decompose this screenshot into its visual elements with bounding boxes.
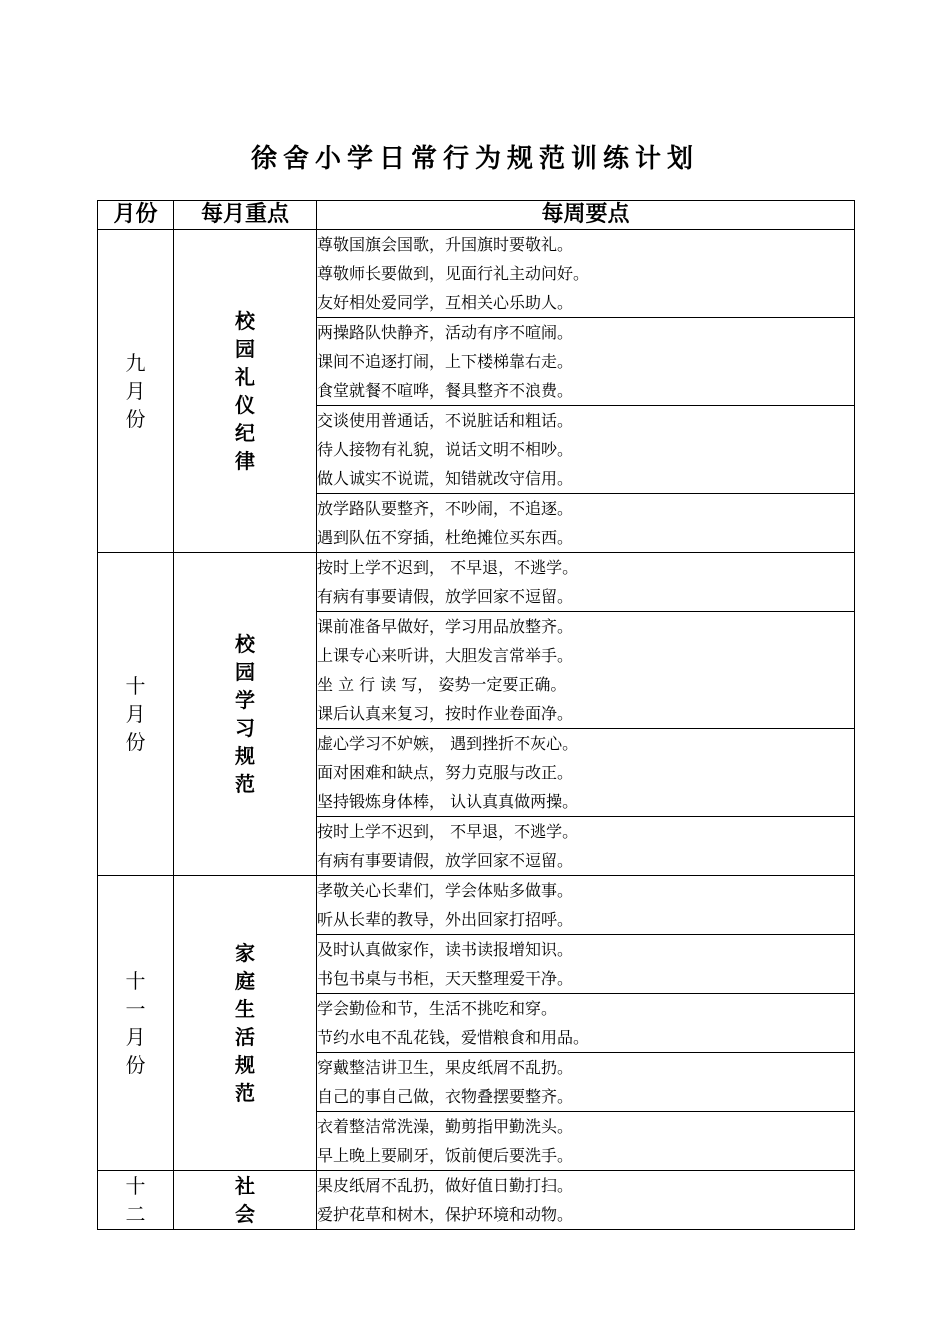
header-month: 月份 bbox=[98, 201, 174, 230]
table-header-row bbox=[98, 201, 855, 230]
table-row bbox=[98, 553, 855, 612]
weekly-point-line: 衣着整洁常洗澡，勤剪指甲勤洗头。 bbox=[317, 1117, 574, 1136]
weekly-point-line: 自己的事自己做，衣物叠摆要整齐。 bbox=[317, 1087, 574, 1106]
month-char: 份 bbox=[125, 1053, 146, 1077]
weekly-points-cell bbox=[317, 230, 855, 318]
weekly-point-line: 尊敬国旗会国歌，升国旗时要敬礼。 bbox=[317, 235, 574, 254]
page-title: 徐舍小学日常行为规范训练计划 bbox=[250, 144, 699, 174]
focus-char: 校 bbox=[235, 632, 255, 656]
month-cell bbox=[98, 553, 174, 876]
weekly-points-cell bbox=[317, 1171, 855, 1230]
monthly-focus-cell bbox=[174, 876, 317, 1171]
month-cell bbox=[98, 230, 174, 553]
monthly-focus-cell bbox=[174, 230, 317, 553]
weekly-point-line: 遇到队伍不穿插，杜绝摊位买东西。 bbox=[317, 528, 574, 547]
weekly-points-cell bbox=[317, 318, 855, 406]
header-monthly-focus: 每月重点 bbox=[174, 201, 317, 230]
focus-char: 礼 bbox=[235, 365, 255, 389]
month-char: 十 bbox=[125, 969, 146, 993]
weekly-points-cell bbox=[317, 406, 855, 494]
focus-char: 规 bbox=[235, 744, 255, 768]
weekly-point-line: 书包书桌与书柜，天天整理爱干净。 bbox=[317, 969, 574, 988]
weekly-points-cell bbox=[317, 935, 855, 994]
weekly-point-line: 待人接物有礼貌，说话文明不相吵。 bbox=[317, 440, 574, 459]
weekly-point-line: 交谈使用普通话，不说脏话和粗话。 bbox=[317, 411, 574, 430]
weekly-point-line: 学会勤俭和节，生活不挑吃和穿。 bbox=[317, 999, 558, 1018]
month-char: 月 bbox=[125, 379, 146, 403]
weekly-point-line: 及时认真做家作，读书读报增知识。 bbox=[317, 940, 574, 959]
monthly-focus-cell bbox=[174, 1171, 317, 1230]
focus-char: 社 bbox=[235, 1174, 255, 1198]
weekly-point-line: 坐 立 行 读 写， 姿势一定要正确。 bbox=[317, 675, 567, 694]
weekly-points-cell bbox=[317, 553, 855, 612]
weekly-points-cell bbox=[317, 729, 855, 817]
focus-char: 会 bbox=[235, 1202, 255, 1226]
focus-char: 习 bbox=[235, 716, 255, 740]
month-char: 月 bbox=[125, 1025, 146, 1049]
focus-char: 范 bbox=[235, 772, 255, 796]
month-cell bbox=[98, 876, 174, 1171]
weekly-point-line: 课前准备早做好，学习用品放整齐。 bbox=[317, 617, 574, 636]
weekly-point-line: 按时上学不迟到， 不早退，不逃学。 bbox=[317, 558, 579, 577]
focus-char: 园 bbox=[235, 660, 255, 684]
month-char: 十 bbox=[125, 1174, 146, 1198]
weekly-point-line: 食堂就餐不喧哗，餐具整齐不浪费。 bbox=[317, 381, 574, 400]
weekly-point-line: 听从长辈的教导，外出回家打招呼。 bbox=[317, 910, 574, 929]
weekly-point-line: 课后认真来复习，按时作业卷面净。 bbox=[317, 704, 574, 723]
weekly-point-line: 有病有事要请假，放学回家不逗留。 bbox=[317, 851, 574, 870]
monthly-focus-cell bbox=[174, 553, 317, 876]
weekly-points-cell bbox=[317, 876, 855, 935]
weekly-point-line: 坚持锻炼身体棒， 认认真真做两操。 bbox=[317, 792, 579, 811]
weekly-point-line: 早上晚上要刷牙，饭前便后要洗手。 bbox=[317, 1146, 574, 1165]
weekly-points-cell bbox=[317, 1053, 855, 1112]
weekly-point-line: 按时上学不迟到， 不早退，不逃学。 bbox=[317, 822, 579, 841]
table-row bbox=[98, 230, 855, 318]
focus-char: 纪 bbox=[235, 421, 255, 445]
focus-char: 家 bbox=[235, 941, 255, 965]
focus-char: 庭 bbox=[235, 969, 255, 993]
weekly-points-cell bbox=[317, 1112, 855, 1171]
weekly-point-line: 孝敬关心长辈们，学会体贴多做事。 bbox=[317, 881, 574, 900]
training-plan-table bbox=[97, 200, 855, 1230]
weekly-point-line: 尊敬师长要做到，见面行礼主动问好。 bbox=[317, 264, 590, 283]
weekly-point-line: 穿戴整洁讲卫生，果皮纸屑不乱扔。 bbox=[317, 1058, 574, 1077]
focus-char: 仪 bbox=[235, 393, 255, 417]
table-row bbox=[98, 1171, 855, 1230]
month-char: 份 bbox=[125, 407, 146, 431]
month-char: 一 bbox=[125, 997, 146, 1021]
weekly-point-line: 面对困难和缺点，努力克服与改正。 bbox=[317, 763, 574, 782]
focus-char: 园 bbox=[235, 337, 255, 361]
weekly-point-line: 果皮纸屑不乱扔，做好值日勤打扫。 bbox=[317, 1176, 574, 1195]
month-char: 份 bbox=[125, 730, 146, 754]
weekly-point-line: 节约水电不乱花钱，爱惜粮食和用品。 bbox=[317, 1028, 590, 1047]
month-cell bbox=[98, 1171, 174, 1230]
focus-char: 校 bbox=[235, 309, 255, 333]
weekly-point-line: 两操路队快静齐，活动有序不喧闹。 bbox=[317, 323, 574, 342]
focus-char: 律 bbox=[235, 449, 255, 473]
weekly-points-cell bbox=[317, 817, 855, 876]
weekly-points-cell bbox=[317, 494, 855, 553]
weekly-point-line: 上课专心来听讲，大胆发言常举手。 bbox=[317, 646, 574, 665]
weekly-point-line: 课间不追逐打闹，上下楼梯靠右走。 bbox=[317, 352, 574, 371]
weekly-point-line: 爱护花草和树木，保护环境和动物。 bbox=[317, 1205, 574, 1224]
month-char: 月 bbox=[125, 702, 146, 726]
focus-char: 生 bbox=[235, 997, 255, 1021]
weekly-point-line: 有病有事要请假，放学回家不逗留。 bbox=[317, 587, 574, 606]
weekly-points-cell bbox=[317, 994, 855, 1053]
weekly-point-line: 虚心学习不妒嫉， 遇到挫折不灰心。 bbox=[317, 734, 579, 753]
weekly-point-line: 友好相处爱同学，互相关心乐助人。 bbox=[317, 293, 574, 312]
month-char: 二 bbox=[125, 1202, 146, 1226]
table-row bbox=[98, 876, 855, 935]
table-body bbox=[98, 230, 855, 1230]
weekly-point-line: 做人诚实不说谎，知错就改守信用。 bbox=[317, 469, 574, 488]
weekly-point-line: 放学路队要整齐，不吵闹，不追逐。 bbox=[317, 499, 574, 518]
month-char: 十 bbox=[125, 674, 146, 698]
focus-char: 规 bbox=[235, 1053, 255, 1077]
focus-char: 范 bbox=[235, 1081, 255, 1105]
month-char: 九 bbox=[125, 351, 146, 375]
focus-char: 学 bbox=[235, 688, 255, 712]
header-weekly-points: 每周要点 bbox=[317, 201, 855, 230]
focus-char: 活 bbox=[235, 1025, 255, 1049]
weekly-points-cell bbox=[317, 612, 855, 729]
